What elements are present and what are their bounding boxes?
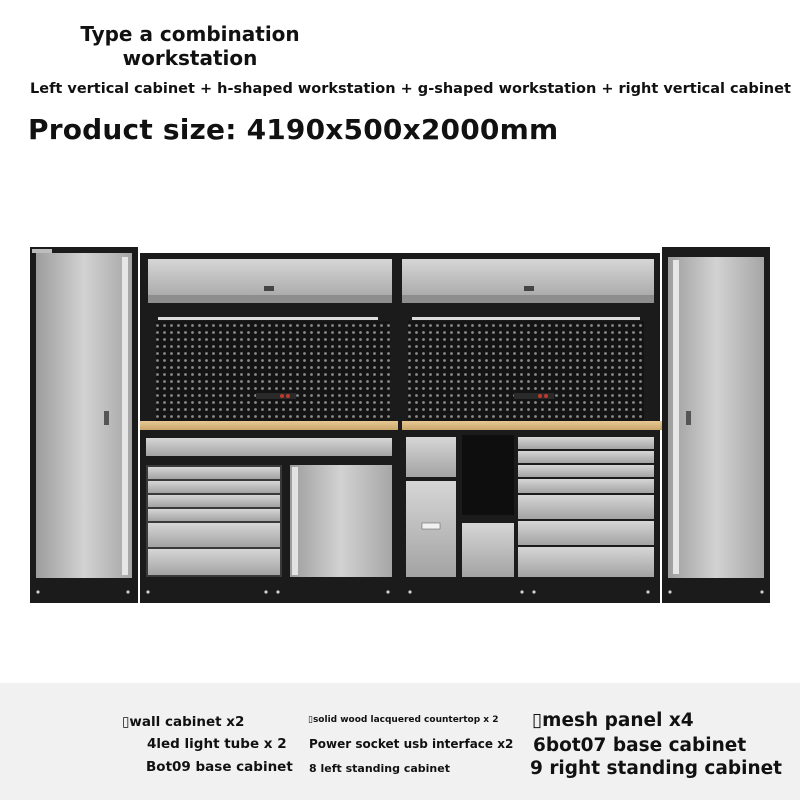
spec-mesh-panel: ▯mesh panel x4 xyxy=(532,710,694,731)
product-title-line1: Type a combination xyxy=(80,22,300,46)
product-title xyxy=(40,22,340,70)
spec-bot09-base-cabinet: Bot09 base cabinet xyxy=(146,759,293,775)
spec-power-socket: Power socket usb interface x2 xyxy=(309,737,514,751)
spec-left-standing-cabinet: 8 left standing cabinet xyxy=(309,762,450,775)
spec-wall-cabinet: ▯wall cabinet x2 xyxy=(122,714,245,730)
product-title-line2: workstation xyxy=(122,46,258,70)
spec-wood-countertop: ▯solid wood lacquered countertop x 2 xyxy=(308,715,499,725)
configuration-description: Left vertical cabinet + h-shaped workstation + g-shaped workstation + right vertical cabinet xyxy=(30,81,791,97)
left-standing-cabinet xyxy=(30,247,138,603)
specs-footer xyxy=(0,683,800,800)
product-size: Product size: 4190x500x2000mm xyxy=(28,113,559,146)
spec-right-standing-cabinet: 9 right standing cabinet xyxy=(530,758,783,779)
g-shaped-base-cabinet xyxy=(406,435,654,577)
workstation-illustration xyxy=(28,245,772,605)
spec-led-light-tube: 4led light tube x 2 xyxy=(147,736,287,752)
right-standing-cabinet xyxy=(662,247,770,603)
spec-bot07-base-cabinet: 6bot07 base cabinet xyxy=(533,735,747,756)
